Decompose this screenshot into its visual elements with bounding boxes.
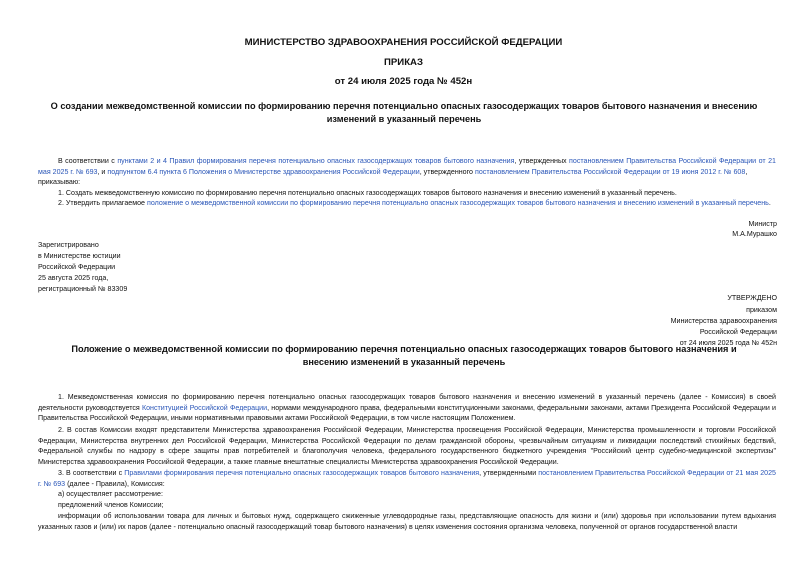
- approved-line-4: Российской Федерации: [699, 328, 777, 336]
- registration-line-2: в Министерстве юстиции: [38, 252, 121, 260]
- link-ministry-regulation[interactable]: подпунктом 6.4 пункта 6 Положения о Министерстве здравоохранения Российской Федерации: [107, 167, 420, 176]
- order-date: от 24 июля 2025 года № 452н: [334, 76, 473, 87]
- preamble-paragraph: В соответствии с пунктами 2 и 4 Правил формирования перечня потенциально опасных газосодержащих товаров бытового назначения, утвержденных постановлением Правительства Российской Федерации от 21 мая 2025 г. № 693, и подпунктом 6.4 пункта 6 Положения о Министерстве здравоохранения Российской Федерации, утвержденного постановлением Правительства Российской Федерации от 19 июня 2012 г. № 608,: [38, 157, 776, 176]
- regulation-item-a: а) осуществляет рассмотрение:: [58, 490, 163, 498]
- approved-line-1: УТВЕРЖДЕНО: [727, 294, 777, 302]
- signature-name: М.А.Мурашко: [732, 230, 777, 238]
- regulation-proposals: предложений членов Комиссии;: [58, 501, 164, 509]
- link-government-decree-608[interactable]: постановлением Правительства Российской Федерации от 19 июня 2012 г. № 608: [474, 167, 746, 176]
- order-title: О создании межведомственной комиссии по формированию перечня потенциально опасных газосодержащих товаров бытового назначения и внесению изменений в указанный перечень: [50, 101, 758, 124]
- link-formation-rules[interactable]: Правилами формирования перечня потенциально опасных газосодержащих товаров бытового назначения: [124, 469, 480, 477]
- signature-role: Министр: [748, 220, 777, 228]
- regulation-title: Положение о межведомственной комиссии по формированию перечня потенциально опасных газосодержащих товаров бытового назначения и внесению изменений в указанный перечень: [71, 344, 737, 367]
- item-2: 2. Утвердить прилагаемое положение о межведомственной комиссии по формированию перечня потенциально опасных газосодержащих товаров бытового назначения и внесению изменений в указанный перечень.: [58, 199, 771, 207]
- ministry-heading: МИНИСТЕРСТВО ЗДРАВООХРАНЕНИЯ РОССИЙСКОЙ ФЕДЕРАЦИИ: [244, 37, 563, 48]
- regulation-paragraph-2: 2. В состав Комиссии входят представители Министерства здравоохранения Российской Федерации, Министерства просвещения Российской Федерации, Министерства промышленности и торговли Российской Федерации, Министерства внутренних дел Российской Федерации, Министерства Российской Федерации по делам гражданской обороны, чрезвычайным ситуациям и ликвидации последствий стихийных бедствий, Федеральной службы по надзору в сфере защиты прав потребителей и благополучия человека, федерального государственного бюджетного учреждения "Российский центр судебно-медицинской экспертизы" Министерства здравоохранения Российской Федерации, а также главные внештатные специалисты Министерства здравоохранения Российской Федерации.: [38, 426, 776, 466]
- registration-line-3: Российской Федерации: [38, 263, 116, 271]
- regulation-info: информации об использовании товара для личных и бытовых нужд, содержащего сжиженные углеводородные газы, представляющие опасность для жизни и (или) здоровья при использовании путем вдыхания указанных газов и (или) их паров (далее - потенциально опасный газосодержащий товар бытового назначения) в целях изменения состояния организма человека, полученной от органов государственной власти: [38, 512, 776, 531]
- registration-line-1: Зарегистрировано: [38, 241, 99, 249]
- link-regulation-annex[interactable]: положение о межведомственной комиссии по формированию перечня потенциально опасных газосодержащих товаров бытового назначения и внесению изменений в указанный перечень: [146, 199, 769, 207]
- regulation-paragraph-1: 1. Межведомственная комиссия по формированию перечня потенциально опасных газосодержащих товаров бытового назначения и внесению изменений в указанный перечень (далее - Комиссия) в своей деятельности руководствуется Конституцией Российской Федерации, нормами международного права, федеральными конституционными законами, федеральными законами, актами Президента Российской Федерации и Правительства Российской Федерации, иными нормативными правовыми актами Российской Федерации, в том числе настоящим Положением.: [38, 393, 777, 423]
- approved-line-3: Министерства здравоохранения: [670, 317, 777, 325]
- link-rules-points[interactable]: пунктами 2 и 4 Правил формирования перечня потенциально опасных газосодержащих товаров бытового назначения: [117, 157, 515, 165]
- registration-line-5: регистрационный № 83309: [38, 285, 128, 293]
- item-1: 1. Создать межведомственную комиссию по формированию перечня потенциально опасных газосодержащих товаров бытового назначения и внесению изменений в указанный перечень.: [58, 189, 677, 197]
- approved-line-5: от 24 июля 2025 года № 452н: [679, 339, 777, 347]
- link-constitution[interactable]: Конституцией Российской Федерации: [141, 403, 268, 412]
- approved-line-2: приказом: [746, 306, 777, 314]
- link-government-decree-693-b[interactable]: постановлением Правительства Российской Федерации от 21 мая 2025 г. № 693: [38, 469, 776, 488]
- preamble-order-word: приказываю:: [38, 178, 81, 186]
- order-word: ПРИКАЗ: [384, 57, 423, 68]
- regulation-paragraph-3: 3. В соответствии с Правилами формирования перечня потенциально опасных газосодержащих товаров бытового назначения, утвержденными постановлением Правительства Российской Федерации от 21 мая 2025 г. № 693 (далее - Правила), Комиссия:: [38, 469, 776, 488]
- link-government-decree-693[interactable]: постановлением Правительства Российской Федерации от 21 мая 2025 г. № 693: [38, 157, 776, 176]
- registration-line-4: 25 августа 2025 года,: [38, 274, 109, 282]
